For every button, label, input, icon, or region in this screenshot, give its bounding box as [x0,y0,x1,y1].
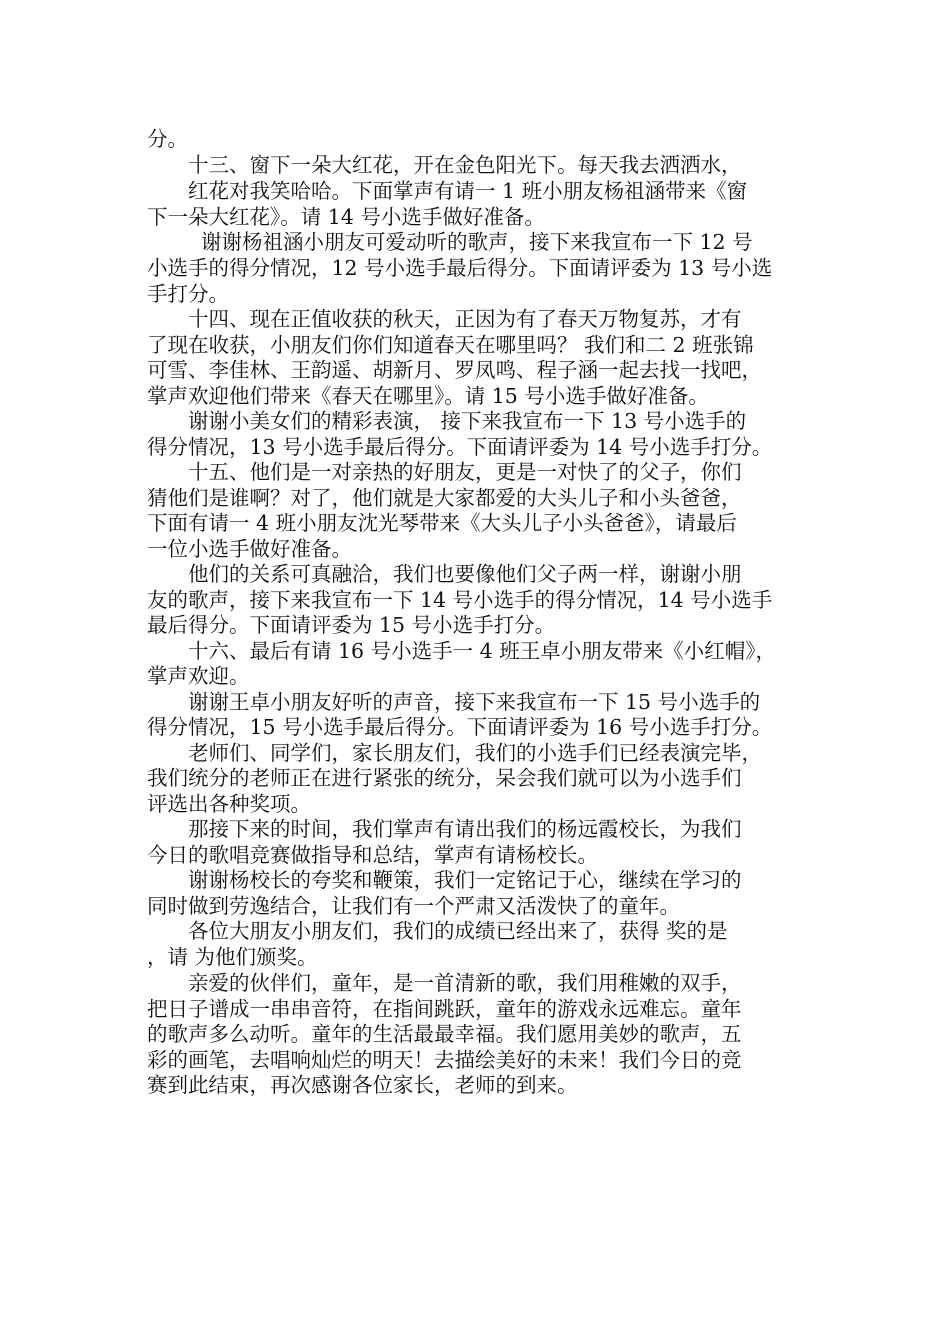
text-line: 猜他们是谁啊？对了，他们就是大家都爱的大头儿子和小头爸爸， [147,486,742,510]
text-line: 掌声欢迎他们带来《春天在哪里》。请 15 号小选手做好准备。 [147,384,709,408]
text-line: 那接下来的时间，我们掌声有请出我们的杨远霞校长，为我们 [188,817,742,841]
text-line: 下面有请一 4 班小朋友沈光琴带来《大头儿子小头爸爸》，请最后 [147,511,737,535]
text-line: 下一朵大红花》。请 14 号小选手做好准备。 [147,205,545,229]
text-line: 谢谢杨校长的夸奖和鞭策，我们一定铭记于心，继续在学习的 [188,868,742,892]
text-line: 谢谢杨祖涵小朋友可爱动听的歌声，接下来我宣布一下 12 号 [201,230,753,254]
text-line: 十六、最后有请 16 号小选手一 4 班王卓小朋友带来《小红帽》， [188,639,776,663]
text-line: 分。 [147,127,188,151]
text-line: 了现在收获，小朋友们你们知道春天在哪里吗？ 我们和二 2 班张锦 [147,333,754,357]
text-line: 我们统分的老师正在进行紧张的统分，呆会我们就可以为小选手们 [147,766,742,790]
text-line: 友的歌声，接下来我宣布一下 14 号小选手的得分情况，14 号小选手 [147,588,773,612]
text-line: 十三、窗下一朵大红花，开在金色阳光下。每天我去洒洒水， [188,153,742,177]
text-line: 十五、他们是一对亲热的好朋友，更是一对快了的父子，你们 [188,460,742,484]
text-line: 手打分。 [147,282,229,306]
text-line: 得分情况，13 号小选手最后得分。下面请评委为 14 号小选手打分。 [147,435,773,459]
text-line: 把日子谱成一串串音符，在指间跳跃，童年的游戏永远难忘。童年 [147,997,742,1021]
text-line: 红花对我笑哈哈。下面掌声有请一 1 班小朋友杨祖涵带来《窗 [188,179,748,203]
text-line: 最后得分。下面请评委为 15 号小选手打分。 [147,613,556,637]
text-line: 老师们、同学们，家长朋友们，我们的小选手们已经表演完毕， [188,741,762,765]
text-line: 小选手的得分情况，12 号小选手最后得分。下面请评委为 13 号小选 [147,256,773,280]
text-line: 今日的歌唱竞赛做指导和总结，掌声有请杨校长。 [147,843,598,867]
text-line: 十四、现在正值收获的秋天，正因为有了春天万物复苏，才有 [188,307,742,331]
text-line: 的歌声多么动听。童年的生活最最幸福。我们愿用美妙的歌声，五 [147,1022,742,1046]
text-line: 可雪、李佳林、王韵遥、胡新月、罗凤鸣、程子涵一起去找一找吧， [147,358,762,382]
text-line: 他们的关系可真融洽，我们也要像他们父子两一样，谢谢小朋 [188,562,742,586]
text-line: 彩的画笔，去唱响灿烂的明天！去描绘美好的未来！我们今日的竞 [147,1048,742,1072]
text-line: 谢谢小美女们的精彩表演， 接下来我宣布一下 13 号小选手的 [188,409,747,433]
text-line: 亲爱的伙伴们，童年，是一首清新的歌，我们用稚嫩的双手， [188,971,742,995]
text-line: 得分情况，15 号小选手最后得分。下面请评委为 16 号小选手打分。 [147,715,773,739]
text-line: 谢谢王卓小朋友好听的声音，接下来我宣布一下 15 号小选手的 [188,690,761,714]
text-line: 一位小选手做好准备。 [147,537,352,561]
text-line: ，请 为他们颁奖。 [147,945,318,969]
text-line: 掌声欢迎。 [147,664,250,688]
text-line: 同时做到劳逸结合，让我们有一个严肃又活泼快了的童年。 [147,894,680,918]
text-line: 赛到此结束，再次感谢各位家长，老师的到来。 [147,1073,578,1097]
text-line: 评选出各种奖项。 [147,792,311,816]
text-line: 各位大朋友小朋友们，我们的成绩已经出来了，获得 奖的是 [188,919,728,943]
